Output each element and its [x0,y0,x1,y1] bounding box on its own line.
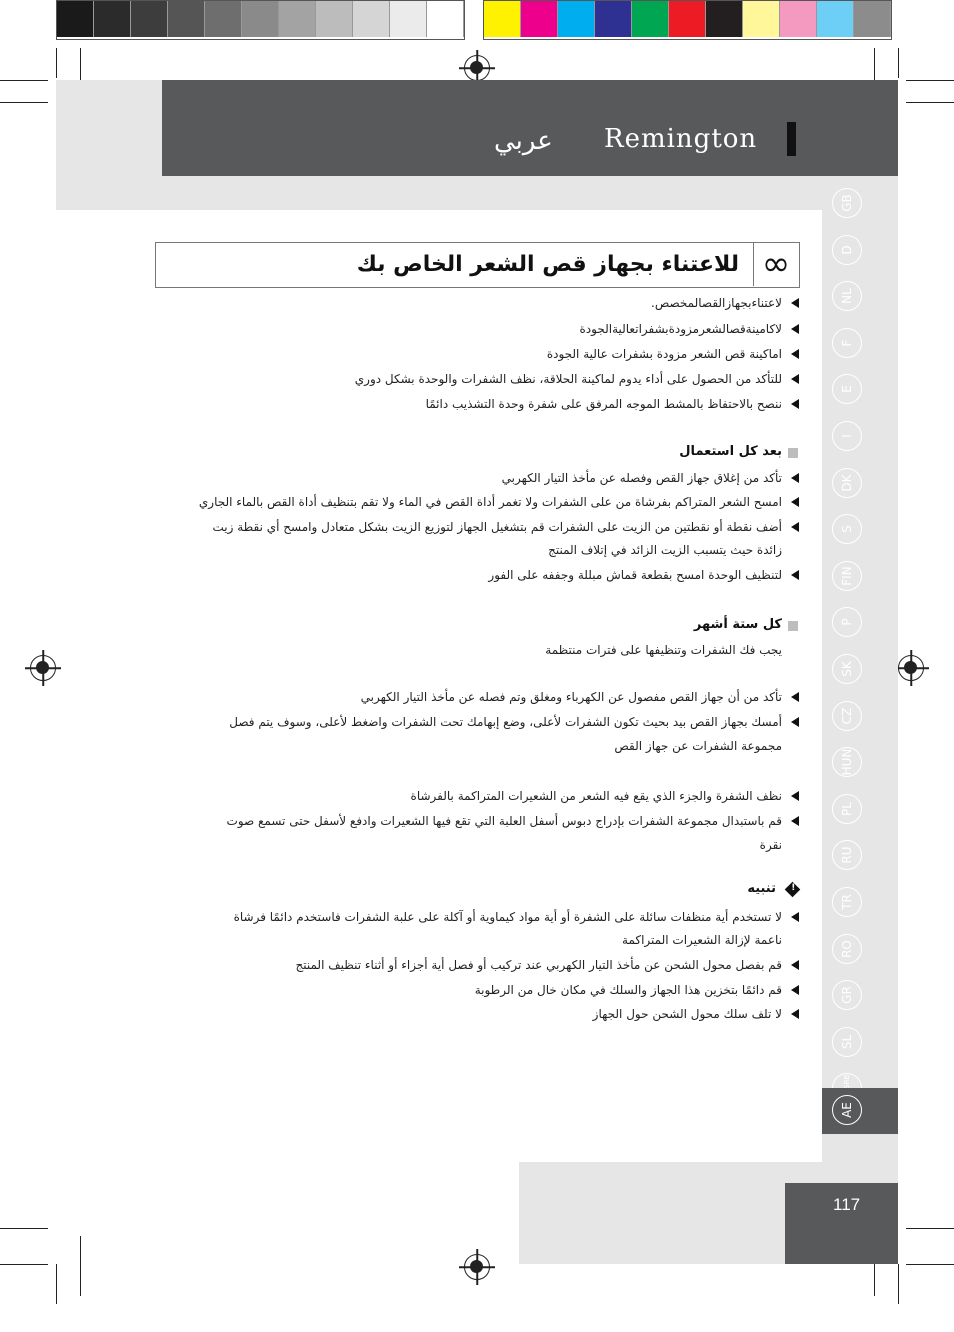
crop-mark [0,102,48,103]
gray-swatch [131,1,168,37]
tab-sk[interactable]: SK [832,654,862,684]
header-strip [56,176,898,210]
crop-mark [56,1264,57,1304]
color-swatch [817,1,854,37]
tab-cz[interactable]: CZ [832,701,862,731]
tab-gb[interactable]: GB [832,188,862,218]
color-swatch [706,1,743,37]
section-intro: يجب فك الشفرات وتنظيفها على فترات منتظمة [545,643,782,657]
bullet-icon [791,692,799,702]
bullet-icon [791,816,799,826]
registration-mark-icon [898,655,924,681]
bullet-icon [791,374,799,384]
gray-swatch [168,1,205,37]
tab-i[interactable]: I [832,421,862,451]
tab-sl[interactable]: SL [832,1027,862,1057]
tab-d[interactable]: D [832,235,862,265]
list-item: تأكد من إغلاق جهاز القص وفصله عن مأخذ التيار الكهربي [501,471,782,485]
list-item: ننصح بالاحتفاظ بالمشط الموجه المرفق على شفرة وحدة التشذيب دائمًا [425,397,782,411]
list-item: لا تستخدم أية منظفات سائلة على الشفرة أو أية مواد كيماوية أو آكلة على علبة الشفرات فاستخدم دائمًا فرشاة [233,910,782,924]
color-swatch [521,1,558,37]
bullet-icon [791,717,799,727]
bullet-icon [791,497,799,507]
page-number-box [785,1183,898,1264]
bullet-icon [791,570,799,580]
list-item: لاكامينةقصالشعرمزودةبشفراتعاليةالجودة [579,322,782,336]
tab-ae[interactable]: AE [832,1095,862,1125]
crop-mark [0,1228,48,1229]
tab-p[interactable]: P [832,607,862,637]
color-swatch [632,1,669,37]
gray-swatch [316,1,353,37]
tab-f[interactable]: F [832,328,862,358]
brand-bar [787,122,796,156]
color-swatch [595,1,632,37]
registration-mark-icon [30,655,56,681]
bullet-icon [791,1009,799,1019]
header-side-panel [56,80,162,176]
bullet-icon [791,791,799,801]
tab-s[interactable]: S [832,514,862,544]
gray-swatch [390,1,427,37]
gray-swatch [57,1,94,37]
bullet-icon [791,298,799,308]
bullet-icon [791,522,799,532]
gray-swatch [205,1,242,37]
gray-swatch [279,1,316,37]
list-item: قم بفصل محول الشحن عن مأخذ التيار الكهربي عند تركيب أو فصل أية أجزاء أو أثناء تنظيف المنتج [295,958,782,972]
tab-e[interactable]: E [832,374,862,404]
list-item: أضف نقطة أو نقطتين من الزيت على الشفرات قم بتشغيل الجهاز لتوزيع الزيت بشكل متعادل وامسح أي نقطة زيت [212,520,782,534]
brand-logo: Remington [604,124,758,154]
list-item: تأكد من أن جهاز القص مفصول عن الكهرباء ومغلق وتم فصله عن مأخذ التيار الكهربي [360,690,782,704]
crop-mark [906,1228,954,1229]
gray-swatch [353,1,390,37]
tab-ro[interactable]: RO [832,934,862,964]
color-swatch [743,1,780,37]
registration-mark-icon [464,55,490,81]
color-bar [483,0,892,40]
bullet-icon [791,985,799,995]
tab-hun[interactable]: HUN [832,747,862,777]
list-item: لاعتناءبجهازالقصالمخصص. [651,296,782,310]
gray-swatch [94,1,131,37]
tab-gr[interactable]: GR [832,980,862,1010]
list-item: زائدة حيث يتسبب الزيت الزائد في إتلاف المنتج [548,543,782,557]
color-swatch [558,1,595,37]
gray-swatch [427,1,464,37]
language-title: عربي [494,126,553,156]
bullet-icon [791,912,799,922]
section-heading: كل ستة أشهر [693,617,782,632]
section-marker-icon [788,448,798,458]
bullet-icon [791,399,799,409]
bullet-icon [791,473,799,483]
color-swatch [669,1,706,37]
list-item: قم باستبدال مجموعة الشفرات بإدراج دبوس أسفل العلبة التي تقع فيها الشعيرات وادفع لأسفل حتى تسمع صوت [226,814,782,828]
crop-mark [56,48,57,78]
tab-tr[interactable]: TR [832,887,862,917]
color-swatch [854,1,891,37]
list-item: لتنظيف الوحدة امسح بقطعة قماش مبللة وجففه على الفور [488,568,782,582]
section-marker-icon [788,621,798,631]
list-item: أمسك بجهاز القص بيد بحيث تكون الشفرات لأعلى، وضع إبهامك تحت الشفرات واضغط لأعلى، وسوف يتم فصل [229,715,782,729]
list-item: امسح الشعر المتراكم بفرشاة من على الشفرات ولا تغمر أداة القص في الماء ولا تقم بتنظيف أداة القص بالماء الجاري [198,495,782,509]
page-number: 117 [833,1195,861,1214]
tab-pl[interactable]: PL [832,794,862,824]
bullet-icon [791,324,799,334]
crop-mark [898,1264,899,1304]
crop-mark [80,1236,81,1296]
warning-icon [785,882,801,898]
tab-dk[interactable]: DK [832,468,862,498]
tab-fin[interactable]: FIN [832,561,862,591]
crop-mark [906,102,954,103]
bullet-icon [791,960,799,970]
color-swatch [484,1,521,37]
list-item: للتأكد من الحصول على أداء يدوم لماكينة الحلاقة، نظف الشفرات والوحدة بشكل دوري [354,372,782,386]
color-swatch [780,1,817,37]
crop-mark [0,1264,48,1265]
list-item: قم دائمًا بتخزين هذا الجهاز والسلك في مكان خال من الرطوبة [474,983,782,997]
gray-swatch [242,1,279,37]
section-heading: تنبيه [747,881,776,896]
section-heading: بعد كل استعمال [679,444,782,459]
registration-mark-icon [464,1254,490,1280]
list-item: مجموعة الشفرات عن جهاز القص [614,739,782,753]
list-item: لا تلف سلك محول الشحن حول الجهاز [592,1007,782,1021]
list-item: نقرة [759,838,782,852]
bullet-icon [791,349,799,359]
crop-mark [906,80,954,81]
section-title: للاعتناء بجهاز قص الشعر الخاص بك [356,252,739,277]
gray-color-bar [56,0,465,40]
crop-mark [906,1264,954,1265]
tab-ru[interactable]: RU [832,840,862,870]
list-item: ناعمة لإزالة الشعيرات المتراكمة [622,933,782,947]
list-item: اماكينة قص الشعر مزودة بشفرات عالية الجودة [546,347,782,361]
list-item: نظف الشفرة والجزء الذي يقع فيه الشعر من الشعيرات المتراكمة بالفرشاة [410,789,782,803]
infinity-icon: ∞ [753,242,798,286]
tab-nl[interactable]: NL [832,281,862,311]
crop-mark [0,80,48,81]
crop-mark [898,48,899,78]
